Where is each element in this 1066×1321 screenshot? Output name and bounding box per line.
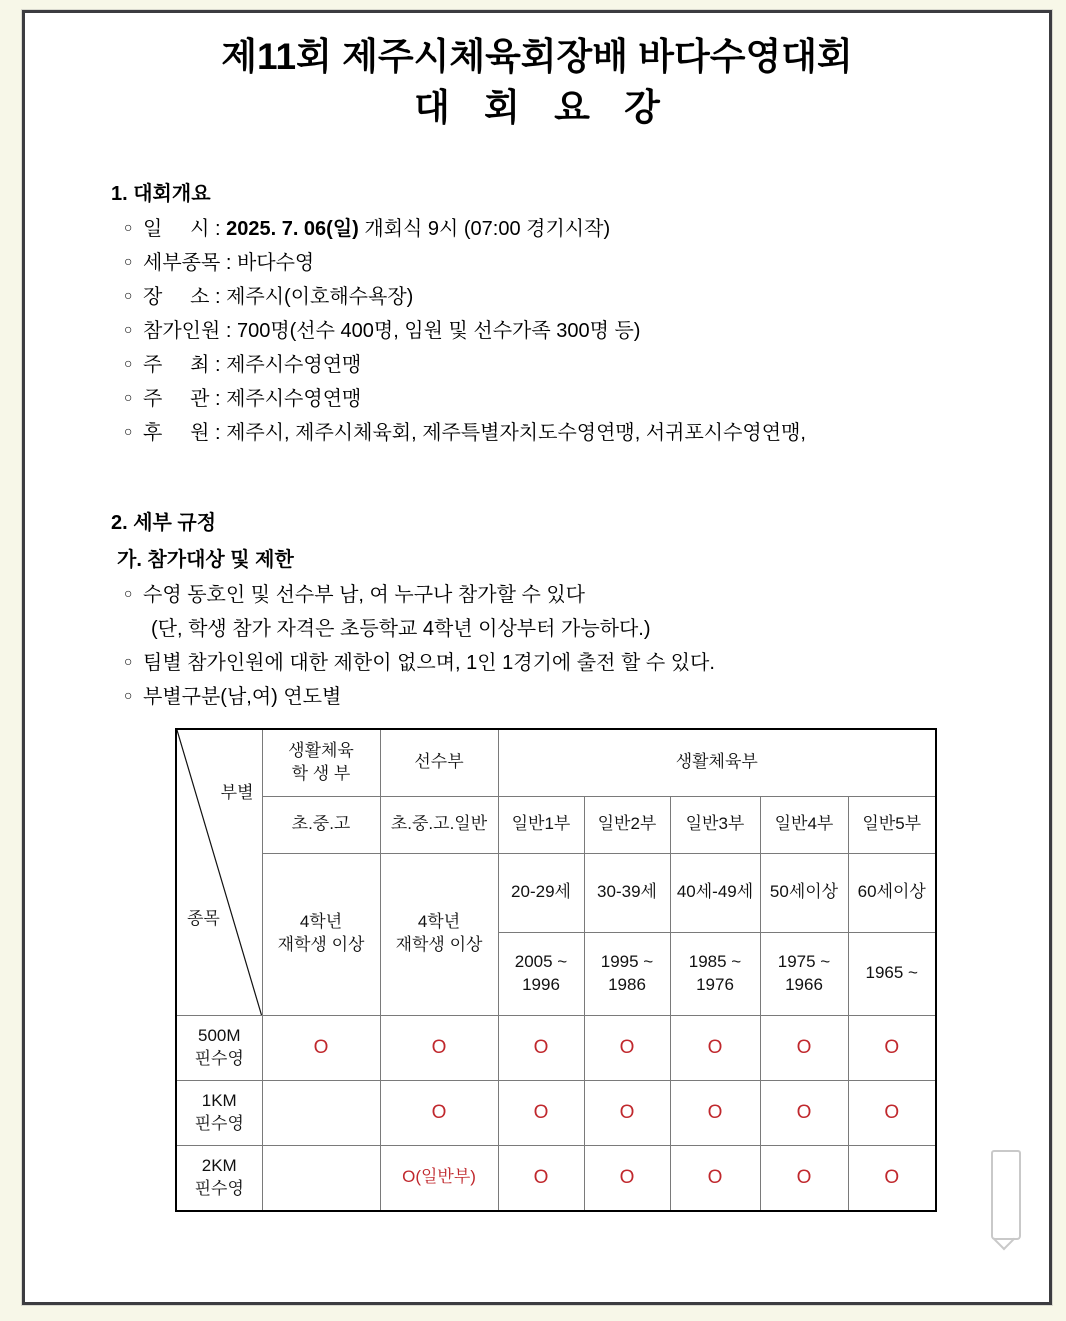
- table-mark-cell: [498, 1015, 584, 1080]
- table-mark-cell: [848, 1015, 936, 1080]
- document-title: [25, 33, 1049, 135]
- rule-item-text: 부별구분(남,여) 연도별: [143, 685, 342, 708]
- table-mark-cell: [380, 1015, 498, 1080]
- table-division-cell: 초.중.고.일반: [380, 796, 498, 853]
- table-row: [176, 1015, 936, 1080]
- availability-mark: O: [619, 1036, 635, 1058]
- division-table: [175, 728, 937, 1212]
- table-mark-cell: [262, 1145, 380, 1211]
- table-year-cell: 1975 ~ 1966: [760, 932, 848, 1015]
- table-mark-cell: [498, 1080, 584, 1145]
- table-division-cell: 초.중.고: [262, 796, 380, 853]
- table-mark-cell: [760, 1080, 848, 1145]
- rule-item-text: 수영 동호인 및 선수부 남, 여 누구나 참가할 수 있다: [143, 583, 585, 606]
- table-corner-top-label: 부별: [220, 782, 254, 802]
- overview-item-value: 700명(선수 400명, 임원 및 선수가족 300명 등): [236, 319, 641, 342]
- circle-bullet-icon: ○: [124, 218, 133, 235]
- section-1-list: [25, 212, 1049, 450]
- table-mark-cell: [262, 1080, 380, 1145]
- rule-item-text: (단, 학생 참가 자격은 초등학교 4학년 이상부터 가능하다.): [151, 617, 651, 640]
- table-header-row-group: [176, 729, 936, 797]
- table-corner-diagonal-cell: [176, 729, 262, 1016]
- circle-bullet-icon: ○: [124, 584, 133, 601]
- rule-item-text: 팀별 참가인원에 대한 제한이 없으며, 1인 1경기에 출전 할 수 있다.: [143, 651, 715, 674]
- availability-mark: O: [796, 1166, 812, 1188]
- rule-item: [124, 646, 1049, 680]
- table-eligibility-athlete: 4학년 재학생 이상: [380, 853, 498, 1015]
- overview-item-label: 세부종목 :: [143, 251, 237, 274]
- diagonal-line-icon: [177, 730, 262, 1015]
- document-page: [22, 10, 1052, 1305]
- circle-bullet-icon: ○: [124, 686, 133, 703]
- table-mark-cell: [584, 1080, 670, 1145]
- section-2-sub-heading: 가. 참가대상 및 제한: [117, 548, 294, 571]
- table-year-cell: 1965 ~: [848, 932, 936, 1015]
- table-mark-cell: [848, 1080, 936, 1145]
- overview-item: [124, 348, 1049, 382]
- title-line-2: 대 회 요 강: [414, 87, 672, 129]
- table-mark-cell: [380, 1145, 498, 1211]
- table-age-cell: 40세-49세: [670, 853, 760, 932]
- table-age-cell: 60세이상: [848, 853, 936, 932]
- availability-mark: O: [884, 1101, 900, 1123]
- overview-item-label: 참가인원 :: [143, 319, 237, 342]
- table-group-header: 생활체육부: [498, 729, 936, 797]
- availability-mark: O: [884, 1036, 900, 1058]
- availability-mark: O: [533, 1101, 549, 1123]
- circle-bullet-icon: ○: [124, 320, 133, 337]
- table-year-cell: 1985 ~ 1976: [670, 932, 760, 1015]
- circle-bullet-icon: ○: [124, 388, 133, 405]
- availability-mark: O(일반부): [402, 1167, 476, 1187]
- table-mark-cell: [584, 1015, 670, 1080]
- bracket-watermark-icon: [991, 1164, 1021, 1240]
- overview-item-value: 제주시수영연맹: [226, 387, 362, 410]
- availability-mark: O: [707, 1036, 723, 1058]
- table-division-cell: 일반4부: [760, 796, 848, 853]
- table-age-cell: 30-39세: [584, 853, 670, 932]
- table-mark-cell: [670, 1145, 760, 1211]
- table-event-cell: 500M 핀수영: [176, 1015, 262, 1080]
- table-age-cell: 20-29세: [498, 853, 584, 932]
- rule-item: [124, 680, 1049, 714]
- table-division-cell: 일반1부: [498, 796, 584, 853]
- availability-mark: O: [533, 1036, 549, 1058]
- availability-mark: O: [619, 1101, 635, 1123]
- overview-item: [124, 382, 1049, 416]
- overview-item: [124, 280, 1049, 314]
- table-mark-cell: [848, 1145, 936, 1211]
- table-event-cell: 2KM 핀수영: [176, 1145, 262, 1211]
- division-table-wrap: [175, 728, 1049, 1212]
- availability-mark: O: [313, 1036, 329, 1058]
- overview-item: [124, 246, 1049, 280]
- table-eligibility-student: 4학년 재학생 이상: [262, 853, 380, 1015]
- availability-mark: O: [707, 1101, 723, 1123]
- circle-bullet-icon: ○: [124, 354, 133, 371]
- overview-item-label: 일 시 :: [143, 217, 227, 240]
- overview-item-label: 장 소 :: [143, 285, 227, 308]
- availability-mark: O: [707, 1166, 723, 1188]
- circle-bullet-icon: ○: [124, 652, 133, 669]
- table-mark-cell: [760, 1145, 848, 1211]
- section-1-heading: 1. 대회개요: [111, 182, 211, 205]
- circle-bullet-icon: ○: [124, 252, 133, 269]
- table-year-cell: 1995 ~ 1986: [584, 932, 670, 1015]
- table-mark-cell: [498, 1145, 584, 1211]
- availability-mark: O: [533, 1166, 549, 1188]
- section-2-list: [25, 578, 1049, 714]
- circle-bullet-icon: ○: [124, 286, 133, 303]
- table-row: [176, 1080, 936, 1145]
- overview-item-label: 주 최 :: [143, 353, 227, 376]
- table-mark-cell: [380, 1080, 498, 1145]
- availability-mark: O: [431, 1101, 447, 1123]
- overview-item-label: 주 관 :: [143, 387, 227, 410]
- rule-item: [151, 612, 1049, 646]
- table-age-row: [176, 853, 936, 932]
- availability-mark: O: [884, 1166, 900, 1188]
- table-event-cell: 1KM 핀수영: [176, 1080, 262, 1145]
- table-division-cell: 일반3부: [670, 796, 760, 853]
- table-corner-bottom-label: 종목: [187, 908, 220, 928]
- table-mark-cell: [262, 1015, 380, 1080]
- overview-item-value: 제주시, 제주시체육회, 제주특별자치도수영연맹, 서귀포시수영연맹,: [226, 421, 806, 444]
- availability-mark: O: [796, 1101, 812, 1123]
- availability-mark: O: [796, 1036, 812, 1058]
- table-division-row: [176, 796, 936, 853]
- section-2-heading: 2. 세부 규정: [111, 511, 217, 534]
- table-division-cell: 일반5부: [848, 796, 936, 853]
- table-mark-cell: [584, 1145, 670, 1211]
- table-group-header: 선수부: [380, 729, 498, 797]
- table-mark-cell: [670, 1080, 760, 1145]
- table-group-header: 생활체육 학 생 부: [262, 729, 380, 797]
- table-division-cell: 일반2부: [584, 796, 670, 853]
- overview-item-value: 개회식 9시 (07:00 경기시작): [358, 217, 611, 240]
- overview-item-value: 제주시(이호해수욕장): [226, 285, 414, 308]
- overview-item: [124, 212, 1049, 246]
- overview-item-label: 후 원 :: [143, 421, 227, 444]
- availability-mark: O: [431, 1036, 447, 1058]
- overview-item-value: 제주시수영연맹: [226, 353, 362, 376]
- overview-item: [124, 416, 1049, 450]
- overview-item-value: 바다수영: [236, 251, 315, 274]
- circle-bullet-icon: ○: [124, 422, 133, 439]
- table-row: [176, 1145, 936, 1211]
- overview-item-value-emphasis: 2025. 7. 06(일): [226, 217, 359, 240]
- table-year-cell: 2005 ~ 1996: [498, 932, 584, 1015]
- table-mark-cell: [760, 1015, 848, 1080]
- rule-item: [124, 578, 1049, 612]
- overview-item: [124, 314, 1049, 348]
- availability-mark: O: [619, 1166, 635, 1188]
- table-age-cell: 50세이상: [760, 853, 848, 932]
- table-mark-cell: [670, 1015, 760, 1080]
- title-line-1: 제11회 제주시체육회장배 바다수영대회: [221, 36, 853, 77]
